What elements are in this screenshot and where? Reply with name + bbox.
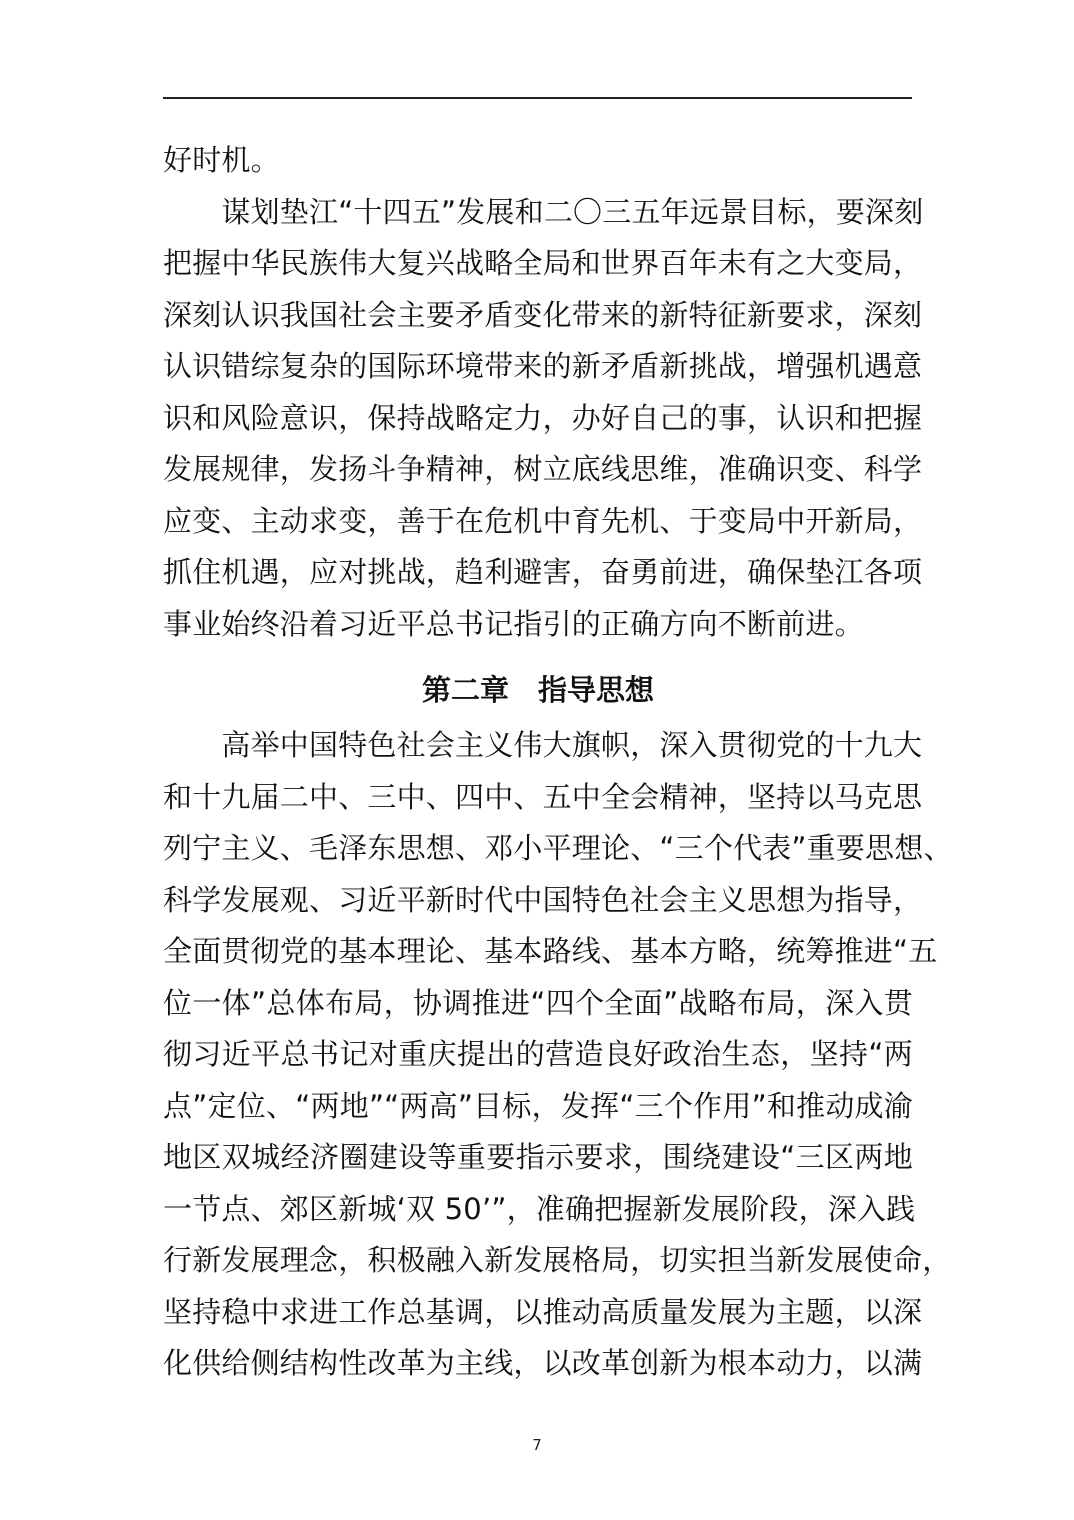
paragraph-line: 认识错综复杂的国际环境带来的新矛盾新挑战，增强机遇意	[163, 349, 923, 383]
paragraph-line: 应变、主动求变，善于在危机中育先机、于变局中开新局，	[163, 503, 923, 538]
paragraph-line: 点”定位、“两地”“两高”目标，发挥“三个作用”和推动成渝	[163, 1088, 913, 1123]
paragraph-line: 科学发展观、习近平新时代中国特色社会主义思想为指导，	[163, 882, 923, 917]
paragraph-line: 事业始终沿着习近平总书记指引的正确方向不断前进。	[163, 606, 864, 641]
paragraph-line: 化供给侧结构性改革为主线，以改革创新为根本动力，以满	[163, 1346, 923, 1380]
paragraph-line: 一节点、郊区新城‘双 50’”，准确把握新发展阶段，深入践	[163, 1191, 916, 1226]
paragraph-line: 发展规律，发扬斗争精神，树立底线思维，准确识变、科学	[163, 452, 923, 486]
paragraph-line: 位一体”总体布局，协调推进“四个全面”战略布局，深入贯	[163, 985, 913, 1020]
document-body	[163, 135, 953, 1390]
paragraph-line: 把握中华民族伟大复兴战略全局和世界百年未有之大变局，	[163, 246, 923, 280]
paragraph-line: 全面贯彻党的基本理论、基本路线、基本方略，统筹推进“五	[163, 934, 938, 968]
paragraph-line: 好时机。	[163, 143, 280, 177]
page-number: 7	[532, 1436, 542, 1454]
paragraph-line: 行新发展理念，积极融入新发展格局，切实担当新发展使命，	[163, 1243, 952, 1277]
paragraph-line: 抓住机遇，应对挑战，趋利避害，奋勇前进，确保垫江各项	[163, 555, 923, 589]
paragraph-line: 列宁主义、毛泽东思想、邓小平理论、“三个代表”重要思想、	[163, 831, 953, 865]
header-rule	[163, 97, 912, 99]
paragraph-line: 坚持稳中求进工作总基调，以推动高质量发展为主题，以深	[163, 1294, 923, 1329]
paragraph-line: 深刻认识我国社会主要矛盾变化带来的新特征新要求，深刻	[163, 297, 923, 332]
paragraph-line: 彻习近平总书记对重庆提出的营造良好政治生态，坚持“两	[163, 1037, 913, 1071]
paragraph-line: 地区双城经济圈建设等重要指示要求，围绕建设“三区两地	[163, 1140, 913, 1174]
paragraph-line: 和十九届二中、三中、四中、五中全会精神，坚持以马克思	[163, 779, 923, 814]
paragraph-line: 谋划垫江“十四五”发展和二〇三五年远景目标，要深刻	[163, 194, 924, 229]
chapter-heading: 第二章 指导思想	[421, 673, 654, 707]
paragraph-line: 高举中国特色社会主义伟大旗帜，深入贯彻党的十九大	[163, 728, 923, 762]
paragraph-line: 识和风险意识，保持战略定力，办好自己的事，认识和把握	[163, 400, 923, 435]
